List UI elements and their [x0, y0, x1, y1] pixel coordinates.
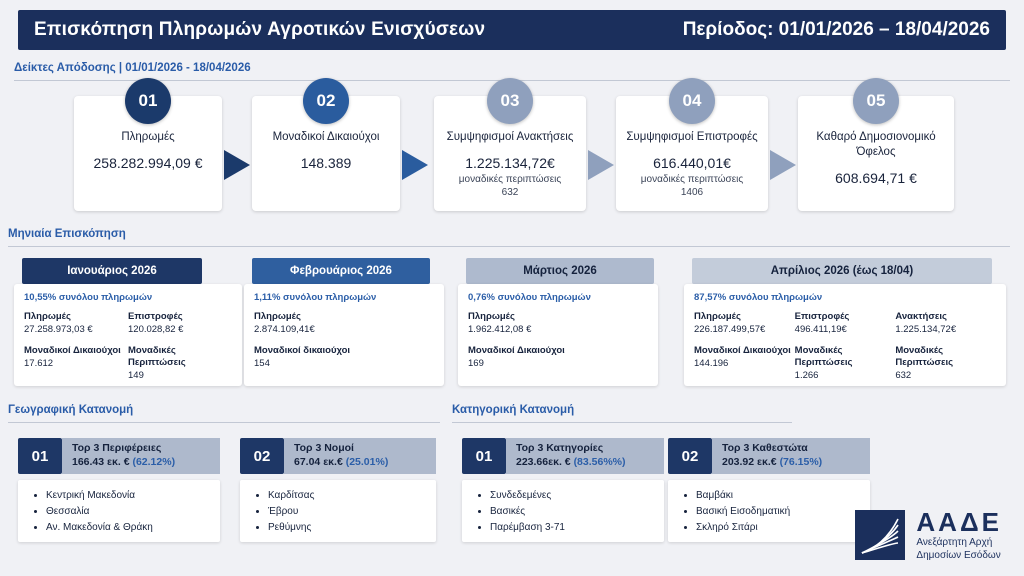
kpi-sub2-4: 1406: [680, 187, 704, 198]
kpi-sub-3: μοναδικές περιπτώσεις: [458, 174, 562, 185]
list-item: • Βασική Εισοδηματική: [696, 504, 860, 520]
dist-header-3: [506, 438, 664, 474]
dist-pct-4: (76.15%): [779, 456, 823, 468]
month-metric: [24, 345, 128, 370]
cat-section-rule: [452, 422, 792, 423]
dist-body-4: [668, 480, 870, 542]
month-tab-4[interactable]: Απρίλιος 2026 (έως 18/04): [692, 258, 992, 284]
metric-value: 120.028,82 €: [128, 324, 184, 335]
kpi-value-3: 1.225.134,72€: [465, 155, 555, 171]
aade-name: ΑΑΔΕ: [916, 507, 1002, 537]
metric-value: 632: [895, 370, 912, 381]
flow-arrow-3: [588, 150, 614, 180]
kpi-value-1: 258.282.994,09 €: [93, 155, 203, 171]
dist-badge-1: 01: [18, 438, 62, 474]
geo-section-title: Γεωγραφική Κατανομή: [8, 404, 134, 416]
flow-arrow-1: [224, 150, 250, 180]
month-card-4: [684, 284, 1006, 386]
month-pct-1: 10,55% συνόλου πληρωμών: [24, 292, 153, 303]
dist-body-1: [18, 480, 220, 542]
flow-arrow-2: [402, 150, 428, 180]
month-col: [254, 311, 434, 379]
aade-line1: Ανεξάρτητη Αρχή: [916, 537, 993, 548]
aade-logo-text: [916, 508, 1002, 562]
metric-key: Πληρωμές: [254, 311, 301, 322]
flow-arrow-4: [770, 150, 796, 180]
metric-key: Μοναδικοί Δικαιούχοι: [694, 345, 791, 356]
kpi-label-1: Πληρωμές: [121, 131, 175, 143]
metric-key: Επιστροφές: [128, 311, 183, 322]
list-item: • Καρδίτσας: [268, 488, 426, 504]
metric-value: 144.196: [694, 358, 729, 369]
month-col: [128, 311, 232, 391]
page-title: Επισκόπηση Πληρωμών Αγροτικών Ενισχύσεων: [34, 19, 486, 40]
dist-header-2: [284, 438, 436, 474]
list-item: • Βαμβάκι: [696, 488, 860, 504]
metric-key: Μοναδικές Περιπτώσεις: [128, 345, 186, 368]
dist-body-3: [462, 480, 664, 542]
aade-logo: [854, 508, 1002, 562]
metric-value: 1.962.412,08 €: [468, 324, 532, 335]
dist-header-4: [712, 438, 870, 474]
month-card-3: [458, 284, 658, 386]
dist-value-4: 203.92 εκ.€: [722, 456, 777, 468]
kpi-value-4: 616.440,01€: [653, 155, 731, 171]
month-metric: [895, 345, 996, 382]
dist-title-2: Τορ 3 Νομοί: [294, 442, 354, 454]
monthly-section-rule: [8, 246, 1010, 247]
month-metric: [128, 345, 232, 382]
kpi-value-5: 608.694,71 €: [835, 170, 917, 186]
metric-key: Μοναδικοί Δικαιούχοι: [24, 345, 121, 356]
dist-title-4: Τορ 3 Καθεστώτα: [722, 442, 808, 454]
month-pct-4: 87,57% συνόλου πληρωμών: [694, 292, 823, 303]
kpi-card-5: [798, 91, 954, 211]
dist-value-1: 166.43 εκ. €: [72, 456, 130, 468]
list-item: • Συνδεδεμένες: [490, 488, 654, 504]
month-col: [24, 311, 128, 391]
month-col: [468, 311, 648, 379]
metric-key: Πληρωμές: [694, 311, 741, 322]
dist-badge-4: 02: [668, 438, 712, 474]
aade-emblem-icon: [854, 509, 906, 561]
metric-value: 169: [468, 358, 484, 369]
month-tab-2[interactable]: Φεβρουάριος 2026: [252, 258, 430, 284]
month-card-2: [244, 284, 444, 386]
list-item: • Σκληρό Σιτάρι: [696, 520, 860, 536]
metric-value: 226.187.499,57€: [694, 324, 766, 335]
kpi-card-4: [616, 91, 768, 211]
aade-line2: Δημοσίων Εσόδων: [916, 550, 1001, 561]
metric-value: 2.874.109,41€: [254, 324, 315, 335]
month-tab-3[interactable]: Μάρτιος 2026: [466, 258, 654, 284]
kpi-badge-5: 05: [853, 78, 899, 124]
list-item: • Αν. Μακεδονία & Θράκη: [46, 520, 210, 536]
kpi-card-1: [74, 91, 222, 211]
month-metric: [795, 311, 896, 336]
cat-section-title: Κατηγορική Κατανομή: [452, 404, 575, 416]
kpi-badge-3: 03: [487, 78, 533, 124]
list-item: • Κεντρική Μακεδονία: [46, 488, 210, 504]
metric-value: 27.258.973,03 €: [24, 324, 93, 335]
list-item: • Ρεθύμνης: [268, 520, 426, 536]
metric-key: Πληρωμές: [24, 311, 71, 322]
month-metric: [694, 345, 795, 370]
kpi-sub-4: μοναδικές περιπτώσεις: [640, 174, 744, 185]
kpi-badge-4: 04: [669, 78, 715, 124]
geo-section-rule: [8, 422, 440, 423]
dist-title-1: Τορ 3 Περιφέρειες: [72, 442, 162, 454]
month-metric: [128, 311, 232, 336]
metric-value: 1.225.134,72€: [895, 324, 957, 335]
metric-key: Μοναδικές Περιπτώσεις: [895, 345, 954, 368]
metric-key: Ανακτήσεις: [895, 311, 947, 322]
month-metric: [24, 311, 128, 336]
kpi-label-2: Μοναδικοί Δικαιούχοι: [272, 131, 380, 143]
list-item: • Έβρου: [268, 504, 426, 520]
kpi-label-4: Συμψηφισμοί Επιστροφές: [626, 131, 758, 143]
metric-value: 154: [254, 358, 270, 369]
kpi-label-5: Καθαρό Δημοσιονομικό Όφελος: [816, 131, 936, 158]
metric-key: Επιστροφές: [794, 311, 850, 322]
metric-value: 149: [128, 370, 144, 381]
month-metric: [254, 345, 434, 370]
dist-header-1: [62, 438, 220, 474]
dist-body-2: [240, 480, 436, 542]
list-item: • Παρέμβαση 3-71: [490, 520, 654, 536]
dist-pct-1: (62.12%): [132, 456, 176, 468]
month-metric: [795, 345, 896, 382]
month-col: [795, 311, 896, 391]
dashboard-header: [18, 10, 1006, 50]
kpi-card-2: [252, 91, 400, 211]
month-card-1: [14, 284, 242, 386]
kpi-label-3: Συμψηφισμοί Ανακτήσεις: [446, 131, 574, 143]
dist-pct-3: (83.56%%): [573, 456, 626, 468]
month-metric: [694, 311, 795, 336]
metric-key: Μοναδικοί δικαιούχοι: [254, 345, 351, 356]
kpi-value-2: 148.389: [300, 155, 352, 171]
dist-badge-3: 01: [462, 438, 506, 474]
month-metric: [468, 345, 648, 370]
month-col: [694, 311, 795, 391]
metric-value: 17.612: [24, 358, 54, 369]
monthly-section-title: Μηνιαία Επισκόπηση: [8, 228, 126, 240]
dist-value-2: 67.04 εκ.€: [294, 456, 343, 468]
month-col: [895, 311, 996, 391]
kpi-section-title: Δείκτες Απόδοσης | 01/01/2026 - 18/04/2026: [14, 62, 251, 74]
list-item: • Βασικές: [490, 504, 654, 520]
list-item: • Θεσσαλία: [46, 504, 210, 520]
metric-key: Μοναδικοί Δικαιούχοι: [468, 345, 565, 356]
kpi-badge-2: 02: [303, 78, 349, 124]
metric-key: Μοναδικές Περιπτώσεις: [794, 345, 853, 368]
kpi-sub2-3: 632: [501, 187, 519, 198]
metric-value: 496.411,19€: [794, 324, 847, 335]
metric-key: Πληρωμές: [468, 311, 515, 322]
month-pct-2: 1,11% συνόλου πληρωμών: [254, 292, 377, 303]
dist-value-3: 223.66εκ. €: [516, 456, 571, 468]
kpi-badge-1: 01: [125, 78, 171, 124]
month-tab-1[interactable]: Ιανουάριος 2026: [22, 258, 202, 284]
dist-pct-2: (25.01%): [345, 456, 389, 468]
period-label: Περίοδος: 01/01/2026 – 18/04/2026: [682, 19, 990, 40]
dist-title-3: Τορ 3 Κατηγορίες: [516, 442, 604, 454]
month-pct-3: 0,76% συνόλου πληρωμών: [468, 292, 591, 303]
kpi-card-3: [434, 91, 586, 211]
month-metric: [895, 311, 996, 336]
metric-value: 1.266: [794, 370, 819, 381]
month-metric: [468, 311, 648, 336]
month-metric: [254, 311, 434, 336]
dist-badge-2: 02: [240, 438, 284, 474]
